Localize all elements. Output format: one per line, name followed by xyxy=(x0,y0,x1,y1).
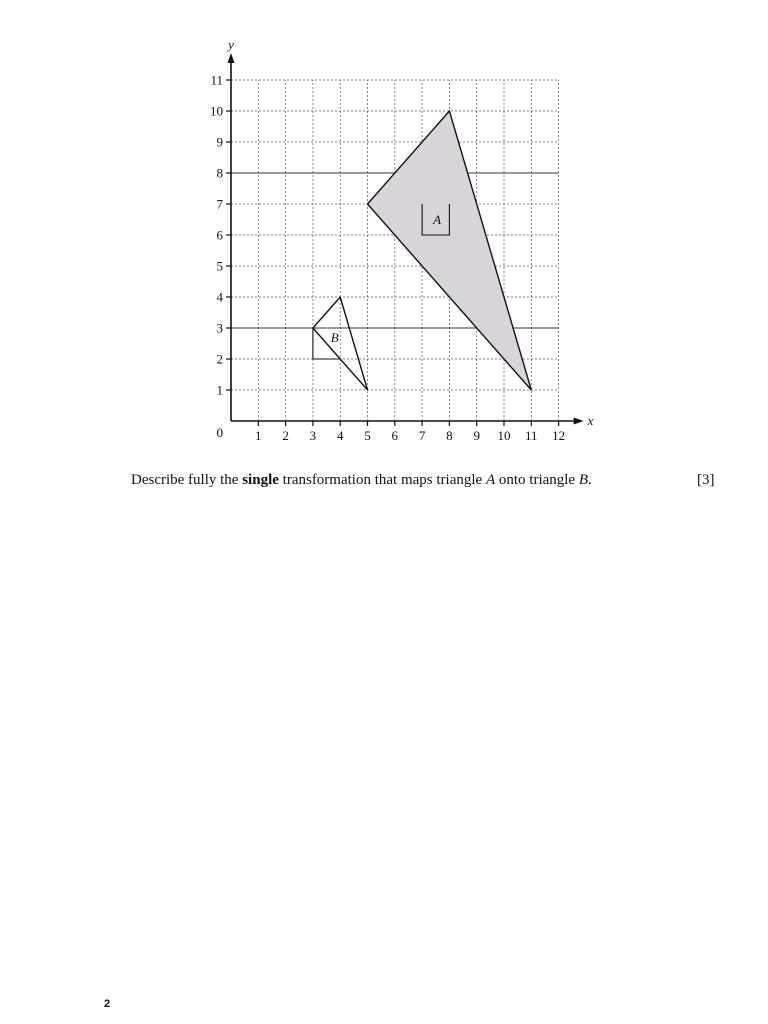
page-number: 2 xyxy=(104,998,111,1010)
x-tick-label: 6 xyxy=(391,428,399,443)
y-tick-label: 3 xyxy=(216,320,223,336)
x-tick-label: 12 xyxy=(552,428,566,443)
y-tick-label: 4 xyxy=(216,289,223,305)
question-part1: Describe fully the xyxy=(131,472,243,488)
triangle-label-a: A xyxy=(433,212,442,228)
x-tick-label: 9 xyxy=(473,428,480,443)
question-triangle-a: A xyxy=(485,472,496,488)
question-part3: onto triangle xyxy=(495,472,579,488)
x-axis-arrow xyxy=(574,418,584,425)
y-axis-arrow xyxy=(228,53,235,63)
y-tick-label: 5 xyxy=(216,258,223,274)
y-tick-label: 9 xyxy=(216,134,223,150)
x-tick-label: 1 xyxy=(255,428,262,443)
x-axis-label: x xyxy=(587,413,594,428)
y-tick-label: 10 xyxy=(210,103,223,119)
y-tick-label: 6 xyxy=(216,227,223,243)
question-part2: transformation that maps triangle xyxy=(278,472,486,488)
triangle-label-b: B xyxy=(330,329,339,345)
x-tick-label: 3 xyxy=(309,428,317,443)
marks-label: [3] xyxy=(697,472,715,488)
y-tick-label: 8 xyxy=(216,165,223,181)
coordinate-grid-figure xyxy=(0,0,768,460)
x-tick-label: 10 xyxy=(497,428,511,443)
x-tick-label: 4 xyxy=(336,428,344,443)
y-axis-label: y xyxy=(228,36,234,52)
grid xyxy=(231,80,559,421)
question-part4: . xyxy=(588,472,592,488)
x-tick-label: 5 xyxy=(364,428,371,443)
question-text xyxy=(131,472,592,489)
x-tick-label: 11 xyxy=(525,428,538,443)
question-bold-word: single xyxy=(242,472,279,488)
y-tick-label: 11 xyxy=(210,72,223,88)
y-tick-label: 1 xyxy=(216,382,223,398)
y-tick-label: 7 xyxy=(216,196,223,212)
y-tick-label: 2 xyxy=(216,351,223,367)
question-triangle-b: B xyxy=(578,472,589,488)
x-tick-label: 2 xyxy=(282,428,289,443)
x-tick-label: 8 xyxy=(446,428,453,443)
x-tick-label: 7 xyxy=(418,428,426,443)
origin-label: 0 xyxy=(216,425,223,440)
